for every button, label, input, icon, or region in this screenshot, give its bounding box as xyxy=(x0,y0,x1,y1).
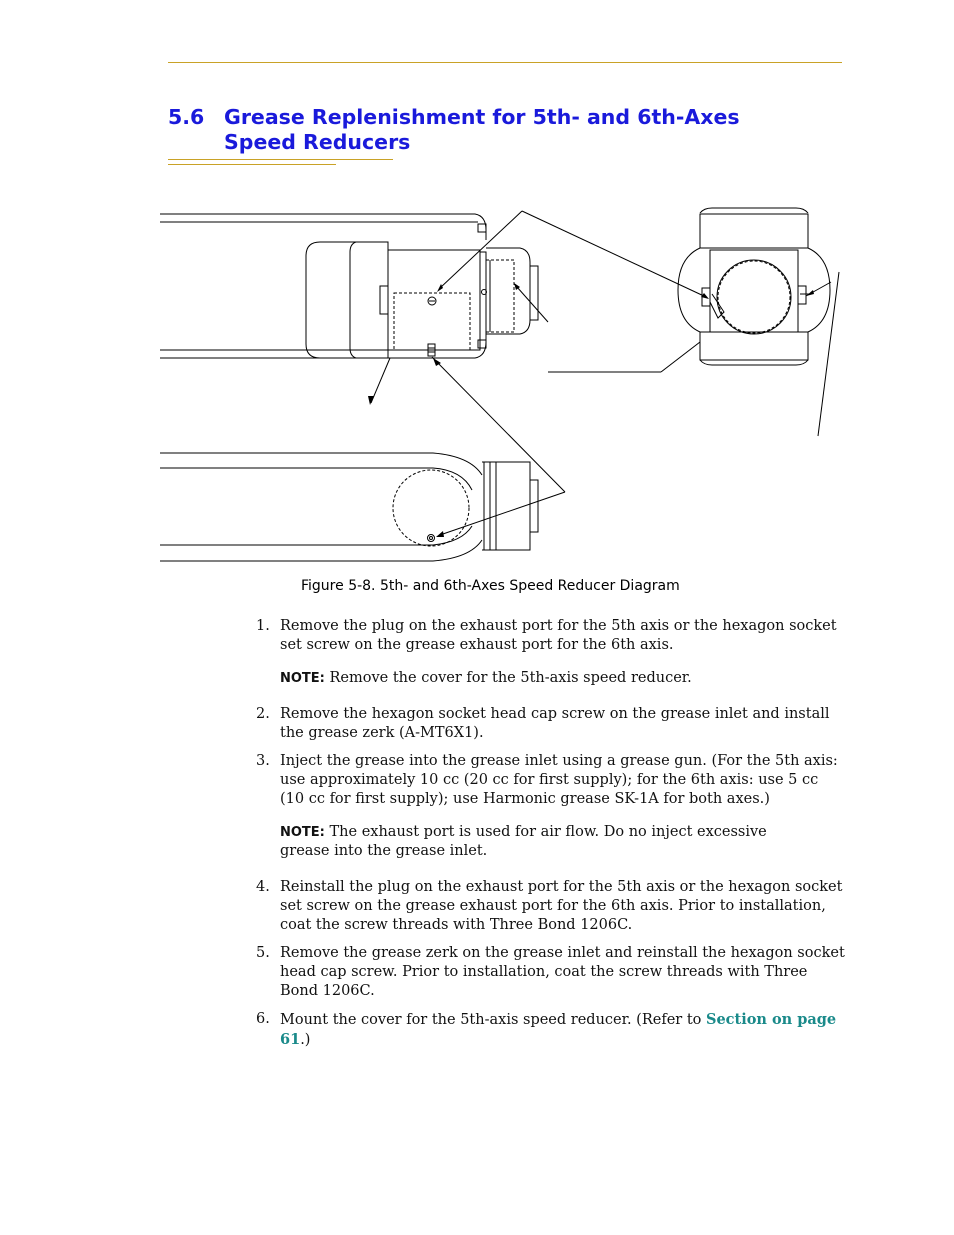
header-rule xyxy=(168,62,842,63)
note-label: NOTE: xyxy=(280,825,325,840)
step-text-before: Mount the cover for the 5th-axis speed reducer. (Refer to xyxy=(280,1012,706,1028)
step-item xyxy=(256,1010,846,1050)
step-item xyxy=(256,944,846,1001)
note-text: The exhaust port is used for air flow. Do no inject excessive grease into the grease inlet. xyxy=(280,824,767,859)
top-view-arm xyxy=(160,214,486,358)
section-number: 5.6 xyxy=(168,105,205,129)
step-text: Remove the hexagon socket head cap screw on the grease inlet and install the grease zerk (A-MT6X1). xyxy=(280,706,830,741)
top-view-leader-lines xyxy=(371,211,706,492)
note-text: Remove the cover for the 5th-axis speed reducer. xyxy=(329,670,692,686)
step-number: 6. xyxy=(256,1011,270,1027)
figure-caption: Figure 5-8. 5th- and 6th-Axes Speed Reducer Diagram xyxy=(301,578,680,594)
heading-underline-short xyxy=(168,164,336,165)
side-view-arm xyxy=(160,453,565,561)
step-item xyxy=(256,878,846,935)
step-number: 5. xyxy=(256,945,270,961)
step-item xyxy=(256,617,846,655)
speed-reducer-diagram xyxy=(155,200,855,570)
procedure-steps xyxy=(256,617,846,1059)
step-number: 3. xyxy=(256,753,270,769)
top-view-housing xyxy=(306,242,538,358)
section-cross-reference-link[interactable]: Section on page 61 xyxy=(280,1011,837,1048)
note-block xyxy=(256,669,846,688)
leader-arrowheads xyxy=(368,283,814,537)
end-view xyxy=(678,208,839,436)
step-number: 1. xyxy=(256,618,270,634)
step-number: 4. xyxy=(256,879,270,895)
step-item xyxy=(256,705,846,743)
step-text: Reinstall the plug on the exhaust port for the 5th axis or the hexagon socket set screw on the grease exhaust port for the 6th axis. Prior to installation, coat the screw threads with Three Bond 1206C. xyxy=(280,879,843,933)
step-number: 2. xyxy=(256,706,270,722)
step-text: Inject the grease into the grease inlet using a grease gun. (For the 5th axis: use approximately 10 cc (20 cc for first supply); for the 6th axis: use 5 cc (10 cc for first supply); use Harmonic grease SK-1A for both axes.) xyxy=(280,753,838,807)
heading-underline xyxy=(168,159,393,160)
note-label: NOTE: xyxy=(280,671,325,686)
step-text: Remove the plug on the exhaust port for the 5th axis or the hexagon socket set screw on the grease exhaust port for the 6th axis. xyxy=(280,618,837,653)
step-text-after: .) xyxy=(300,1032,311,1048)
section-title: Grease Replenishment for 5th- and 6th-Axes Speed Reducers xyxy=(224,105,740,154)
step-text: Remove the grease zerk on the grease inlet and reinstall the hexagon socket head cap screw. Prior to installation, coat the screw threads with Three Bond 1206C. xyxy=(280,945,845,999)
note-block xyxy=(256,823,790,861)
step-item xyxy=(256,752,846,809)
